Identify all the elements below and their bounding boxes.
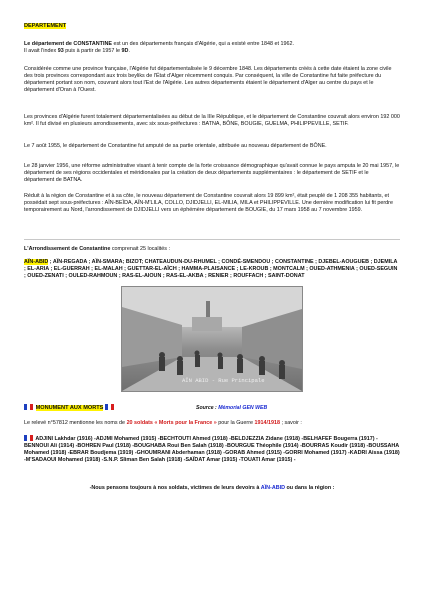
closing-line xyxy=(24,485,400,492)
monument-title: MONUMENT AUX MORTS xyxy=(35,405,104,411)
closing-text: -Nous pensons toujours à nos soldats, victimes de leurs devoirs à xyxy=(89,485,261,491)
source-label: Source : xyxy=(196,405,219,411)
paragraph-1955: Le 7 août 1955, le département de Constantine fut amputé de sa partie orientale, attribuée au nouveau département de BÔNE. xyxy=(24,143,327,149)
postcard-photo xyxy=(121,286,303,392)
source-line xyxy=(196,405,267,411)
arrondissement-title: L'Arrondissement de Constantine xyxy=(24,246,111,252)
soldiers-list xyxy=(24,435,400,464)
arrondissement-heading xyxy=(24,246,400,253)
intro-line2a: Il avait l'index xyxy=(24,48,58,55)
localities-list xyxy=(24,259,400,280)
index-93: 93 xyxy=(57,48,64,55)
divider xyxy=(24,239,400,240)
departement-title: DEPARTEMENT xyxy=(24,23,67,29)
french-flag-icon xyxy=(24,404,33,410)
releve-c: ; savoir : xyxy=(280,420,302,426)
french-flag-icon-2 xyxy=(105,404,114,410)
releve-line xyxy=(24,420,400,427)
releve-b: pour la Guerre xyxy=(216,420,255,426)
french-flag-icon-3 xyxy=(24,435,33,441)
intro-line2b: puis à partir de 1957 le xyxy=(63,48,122,55)
intro-bold: Le département de CONSTANTINE xyxy=(24,41,112,47)
intro-paragraph xyxy=(24,41,400,55)
intro-rest: est un des départements français d'Algérie, qui a existé entre 1848 et 1962. xyxy=(111,41,294,47)
soldiers-names: ADJINI Lakhdar (1916) -ADJMI Mohamed (1915) -BECHTOUTI Ahmed (1918) -BELDJEZZIA Zidane (1918) -BELHAFEF Bougerra (1917) -BENNOUI Ali (1914) -BOHREN Paul (1918) -BOUGHABA Roui Ben Salah (1918) -BOURGUE Théophile (1914) -BOURRAS Koudir (1918) -BOUSSAHA Mohamed (1918) -EBRAR Boudjema (1919) -GHOUMRANI Abderhaman (1918) -GORAB Ahmed (1915) -GORRI Mohamed (1917) -KADRI Aissa (1918) -M'SADAOUI Mohamed (1918) -S.N.P. Sliman Ben Salah (1918) -SAÏDAT Amar (1915) -TOUATI Amar (1915) - xyxy=(24,436,400,464)
street-scene-image xyxy=(122,287,302,391)
index-9d: 9D xyxy=(121,48,129,55)
paragraph-republique: Les provinces d'Algérie furent totalement départementalisées au début de la IIIe République, et le département de Constantine couvrait alors environ 192 000 km². Il fut divisé en plusieurs arrondissements, avec six sous-préfectures : BATNA, BÔNE, BOUGIE, GUELMA, PHILIPPEVILLE, SETIF. xyxy=(24,114,400,128)
section-title-departement xyxy=(24,23,66,29)
releve-a: Le relevé n°57812 mentionne les noms de xyxy=(24,420,127,426)
localite-ain-abid: AÏN-ABID xyxy=(24,259,49,265)
source-link[interactable]: Mémorial GEN WEB xyxy=(218,405,268,411)
closing-place: AÏN-ABID xyxy=(260,485,285,491)
paragraph-departementalisation: Considérée comme une province française, l'Algérie fut départementalisée le 9 décembre 1848. Les départements créés à cette date étaient la zone civile des trois provinces correspondant aux trois beyliks de l'État d'Alger récemment conquis. Par conséquent, la ville de Constantine fut faite préfecture du département portant son nom, couvrant alors tout l'Est de l'Algérie. Les autres départements étaient le département d'Alger au centre du pays et le département d'Oran à l'Ouest. xyxy=(24,66,392,94)
monument-heading xyxy=(24,404,115,411)
releve-war: 1914/1918 xyxy=(254,420,280,426)
releve-count: 20 soldats « Morts pour la France » xyxy=(126,420,217,426)
closing-end: ou dans la région : xyxy=(285,485,335,491)
intro-line2c: . xyxy=(128,48,130,55)
paragraph-reduit: Réduit à la région de Constantine et à sa côte, le nouveau département de Constantine couvrait alors 19 899 km², était peuplé de 1 208 355 habitants, et possédait sept sous-préfectures : AÏN-BEÏDA, AÏN-M'LILA, COLLO, DJIDJELLI, EL-MILIA, MILA et PHILIPPEVILLE. Une dernière modification lui fit perdre temporairement au Nord, l'arrondissement de DJIDJELLI vers un éphémère département de BOUGIE, du 17 mars 1958 au 7 novembre 1959. xyxy=(24,193,393,214)
photo-caption: AÏN ABID - Rue Principale xyxy=(182,377,265,384)
localities-rest: ; AÏN-REGADA ; AÏN-SMARA; BIZOT; CHATEAUDUN-DU-RHUMEL ; CONDÉ-SMENDOU ; CONSTANTINE ; DJEBEL-AOUGUEB ; DJEMILA ; EL-ARIA ; EL-GUERRAH ; EL-MALAH ; GUETTAR-EL-AÏCH ; HAMMA-PLAISANCE ; LE-KROUB ; MONTCALM ; OUED-ATHMENIA ; OUED-SEGUIN ; OUED-ZENATI ; OULED-RAHMOUN ; RAS-EL-AIOUN ; RAS-EL-AKBA ; RENIER ; ROUFFACH ; SAINT-DONAT xyxy=(24,259,398,280)
arrondissement-subtitle: comprenait 25 localités : xyxy=(110,246,170,252)
paragraph-1956: Le 28 janvier 1956, une réforme administrative visant à tenir compte de la forte croissance démographique qu'avait connue le pays amputa le 20 mai 1957, le département de ses régions occidentales et méridionales par la création de deux départements supplémentaires : le département de SETIF et le département de BATNA. xyxy=(24,163,400,184)
